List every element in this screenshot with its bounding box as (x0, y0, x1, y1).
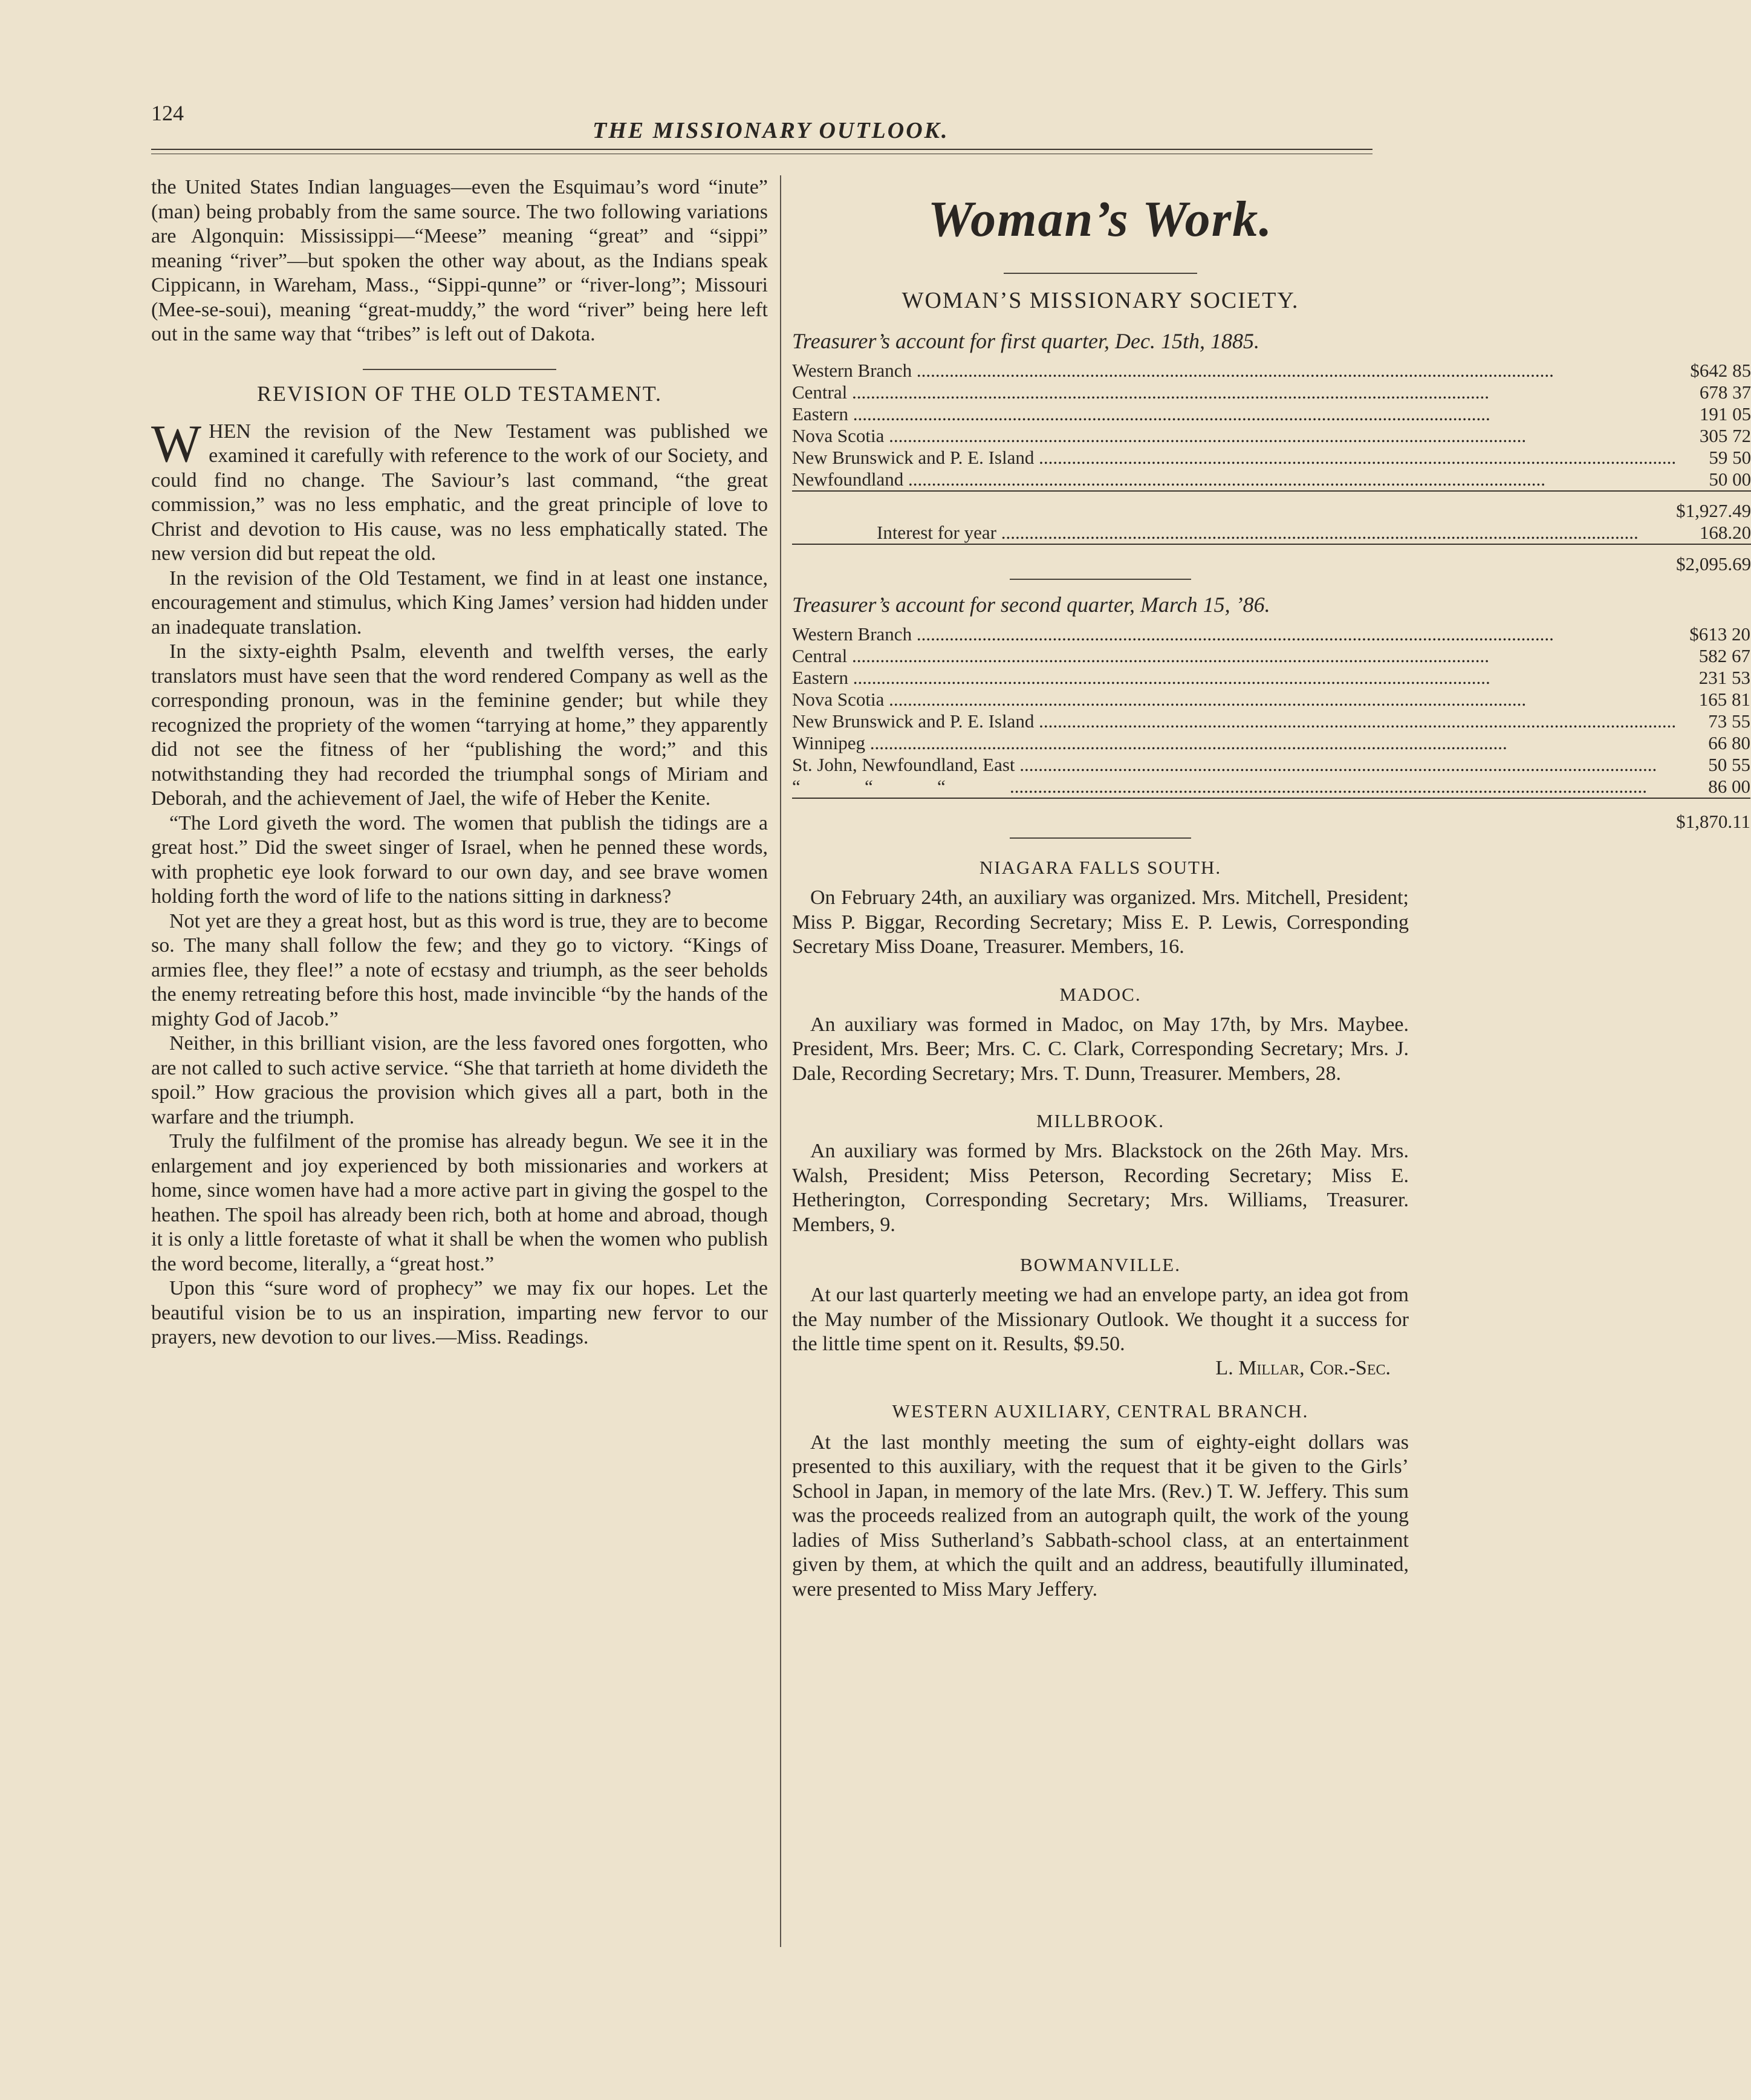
ledger-row: Western Branch ..... $613 20 (792, 623, 1750, 645)
running-title: THE MISSIONARY OUTLOOK. (593, 118, 949, 143)
revision-paragraph-3: In the sixty-eighth Psalm, eleventh and twelfth verses, the early translators must have seen that the word rendered Company as well as the corresponding pronoun, was in the feminine gender; but while they recognized the propriety of the women “tarrying at home,” they apparently did not see the fitness of her “publishing the word;” and this notwithstanding they had recorded the triumphal songs of Miriam and Deborah, and the achievement of Jael, the wife of Heber the Kenite. (151, 640, 768, 810)
drop-cap: W (151, 414, 202, 473)
account2-table (792, 623, 1750, 833)
ledger-row: Eastern ..... 231 53 (792, 667, 1750, 689)
ledger-row: Winnipeg ..... 66 80 (792, 732, 1750, 754)
revision-heading: REVISION OF THE OLD TESTAMENT. (256, 381, 663, 406)
ledger-row: Newfoundland ..... 50 00 (792, 469, 1751, 491)
signature: L. Millar, Cor.-Sec. (1215, 1356, 1391, 1379)
page-header (151, 100, 1373, 149)
bowmanville-heading: BOWMANVILLE. (1020, 1254, 1181, 1275)
society-title: WOMAN’S MISSIONARY SOCIETY. (901, 288, 1299, 313)
total-row: $1,870.11 (792, 798, 1750, 833)
revision-paragraph-7: Truly the fulfilment of the promise has already begun. We see it in the enlargement and joy experienced by both missionaries and workers at home, since women have had a more active part in giving the gospel to the heathen. The spoil has already been rich, both at home and abroad, though it is only a little foretaste of what it shall be when the women who publish the word become, literally, a “great host.” (151, 1130, 768, 1275)
millbrook-paragraph: An auxiliary was formed by Mrs. Blackstock on the 26th May. Mrs. Walsh, President; Miss Peterson, Recording Secretary; Miss E. Hetherington, Corresponding Secretary; Mrs. Williams, Treasurer. Members, 9. (792, 1140, 1409, 1236)
section-title: Woman’s Work. (927, 191, 1273, 247)
ditto-row: “ “ “..... 86 00 (792, 776, 1750, 798)
account1-title: Treasurer’s account for first quarter, Dec. 15th, 1885. (792, 329, 1260, 353)
western-auxiliary-heading: WESTERN AUXILIARY, CENTRAL BRANCH. (892, 1400, 1309, 1422)
bowmanville-paragraph: At our last quarterly meeting we had an envelope party, an idea got from the May number of the Missionary Outlook. We thought it a success for the little time spent on it. Results, $9.50. (792, 1284, 1409, 1355)
page-number: 124 (151, 101, 184, 125)
madoc-paragraph: An auxiliary was formed in Madoc, on May 17th, by Mrs. Maybee. President, Mrs. Beer; Mrs. C. C. Clark, Corresponding Secretary; Mrs. J. Dale, Recording Secretary; Mrs. T. Dunn, Treasurer. Members, 28. (792, 1013, 1409, 1085)
interest-row: Interest for year ..... 168.20 (792, 522, 1751, 544)
right-column (792, 175, 1751, 1602)
subtotal-row: $1,927.49 (792, 491, 1751, 522)
ledger-row: Central ..... 582 67 (792, 645, 1750, 667)
millbrook-heading: MILLBROOK. (1036, 1110, 1165, 1131)
header-rule (151, 149, 1373, 150)
revision-paragraph-5: Not yet are they a great host, but as this word is true, they are to become so. The many shall follow the few; and they go to victory. “Kings of armies flee, they flee!” a note of ecstasy and triumph, as the seer beholds the enemy retreating before this host, made invincible “by the hands of the mighty God of Jacob.” (151, 909, 768, 1030)
ledger-row: Nova Scotia ..... 305 72 (792, 425, 1751, 447)
account2-title: Treasurer’s account for second quarter, March 15, ’86. (792, 593, 1270, 617)
intro-paragraph: the United States Indian languages—even the Esquimau’s word “inute” (man) being probably from the same source. The two following variations are Algonquin: Mississippi—“Meese” meaning “great” and “sippi” meaning “river”—but spoken the other way about, as the Indians speak Cippicann, in Wareham, Mass., “Sippi-qunne” or “river-long”; Missouri (Mee-se-soui), meaning “great-muddy,” the word “river” being here left out in the same way that “tribes” is left out of Dakota. (151, 176, 768, 345)
niagara-heading: NIAGARA FALLS SOUTH. (979, 857, 1222, 878)
revision-paragraph-1 (151, 414, 768, 567)
revision-paragraph-8: Upon this “sure word of prophecy” we may fix our hopes. Let the beautiful vision be to us an inspiration, imparting new fervor to our prayers, new devotion to our lives.—Miss. Readings. (151, 1277, 768, 1348)
account1-table (792, 360, 1751, 575)
ledger-row: Eastern ..... 191 05 (792, 403, 1751, 425)
total-row: $2,095.69 (792, 544, 1751, 575)
madoc-heading: MADOC. (1059, 983, 1142, 1005)
column-divider (780, 175, 781, 1947)
ledger-row: New Brunswick and P. E. Island ..... 59 50 (792, 447, 1751, 469)
ledger-row: Western Branch ..... $642 85 (792, 360, 1751, 382)
revision-paragraph-6: Neither, in this brilliant vision, are the less favored ones forgotten, who are not called to such active service. “She that tarrieth at home divideth the spoil.” How gracious the provision which gives all a part, both in the warfare and the triumph. (151, 1032, 768, 1128)
western-auxiliary-paragraph: At the last monthly meeting the sum of eighty-eight dollars was presented to this auxiliary, with the request that it be given to the Girls’ School in Japan, in memory of the late Mrs. (Rev.) T. W. Jeffery. This sum was the proceeds realized from an autograph quilt, the work of the young ladies of Miss Sutherland’s Sabbath-school class, at an entertainment given by them, at which the quilt and an address, beautifully illuminated, were presented to Miss Mary Jeffery. (792, 1431, 1409, 1601)
ledger-row: New Brunswick and P. E. Island ..... 73 55 (792, 710, 1750, 732)
revision-paragraph-2: In the revision of the Old Testament, we find in at least one instance, encouragement and stimulus, which King James’ version had hidden under an inadequate translation. (151, 567, 768, 639)
ledger-row: St. John, Newfoundland, East ..... 50 55 (792, 754, 1750, 776)
left-column (151, 175, 768, 1350)
paragraph-text: HEN the revision of the New Testament was published we examined it carefully with reference to the work of our Society, and could find no change. The Saviour’s last command, “the great commission,” was no less emphatic, and the great principle of love to Christ and devotion to His cause, was no less emphatically stated. The new version did but repeat the old. (151, 420, 768, 565)
niagara-paragraph: On February 24th, an auxiliary was organized. Mrs. Mitchell, President; Miss P. Biggar, Recording Secretary; Miss E. P. Lewis, Corresponding Secretary Miss Doane, Treasurer. Members, 16. (792, 886, 1409, 958)
ledger-row: Nova Scotia ..... 165 81 (792, 689, 1750, 710)
revision-paragraph-4: “The Lord giveth the word. The women that publish the tidings are a great host.” Did the sweet singer of Israel, when he penned these words, with prophetic eye look forward to our own day, and see brave women holding forth the word of life to the nations sitting in darkness? (151, 811, 768, 908)
ledger-row: Central ..... 678 37 (792, 382, 1751, 403)
